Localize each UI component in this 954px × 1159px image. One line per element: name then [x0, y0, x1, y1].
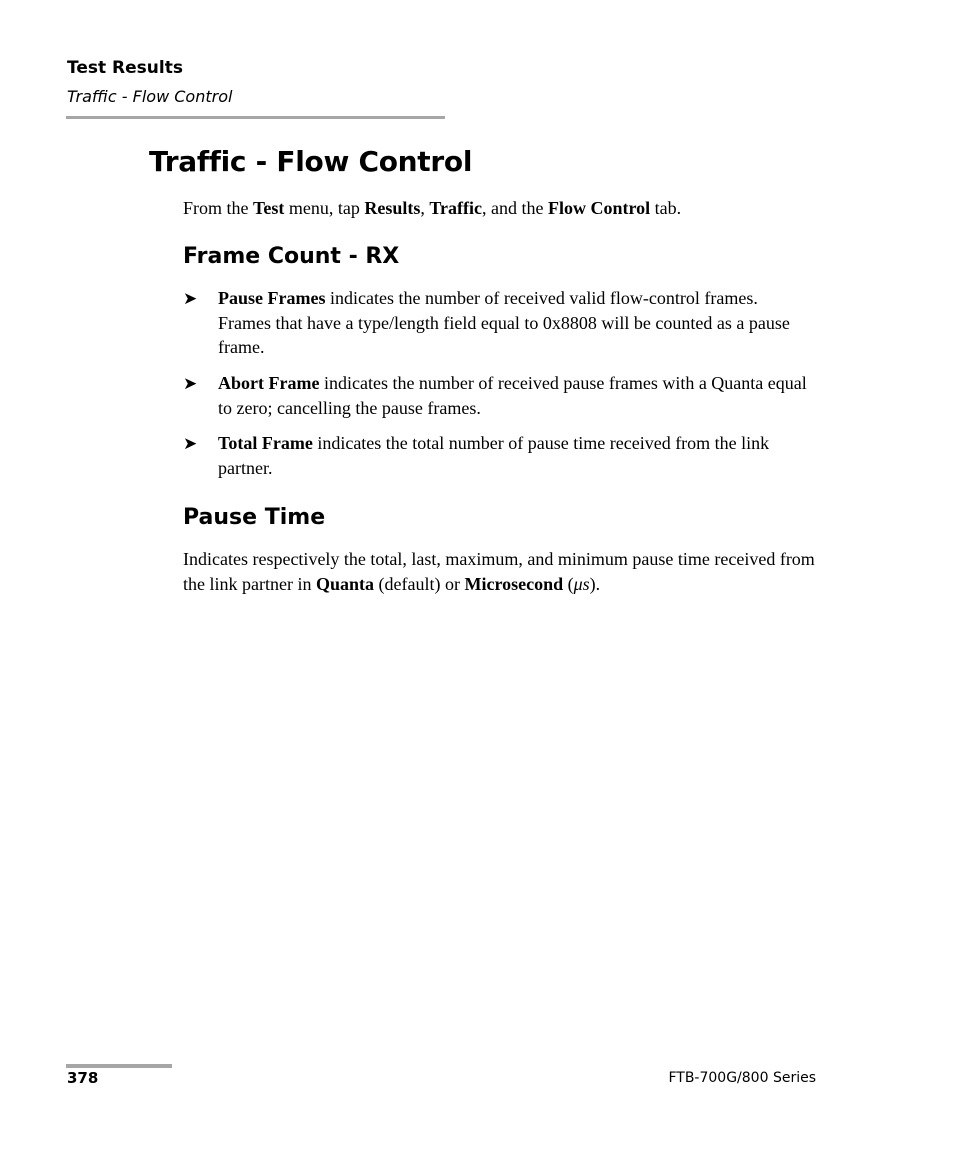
list-item-text	[218, 371, 813, 420]
intro-text: menu, tap	[284, 198, 365, 218]
intro-text: From the	[183, 198, 253, 218]
intro-text: ,	[420, 198, 430, 218]
list-item-term: Total Frame	[218, 433, 313, 453]
list-item-total-frame	[183, 431, 813, 480]
microsecond-unit: μs	[573, 573, 590, 594]
arrow-bullet-icon: ➤	[183, 374, 198, 394]
menu-test-term: Test	[253, 198, 285, 218]
list-item-description: indicates the number of received valid flow-control frames. Frames that have a type/length field equal to 0x8808 will be counted as a pause frame.	[218, 288, 790, 357]
pause-time-text: ).	[589, 573, 601, 594]
pause-time-text: (default) or	[374, 573, 465, 594]
quanta-term: Quanta	[315, 573, 374, 594]
list-item-description: indicates the total number of pause time received from the link partner.	[218, 433, 770, 478]
list-item-text	[218, 431, 813, 480]
menu-traffic-term: Traffic	[429, 198, 482, 218]
list-item-pause-frames	[183, 286, 813, 360]
page-number: 378	[67, 1069, 99, 1087]
arrow-bullet-icon: ➤	[183, 434, 198, 454]
running-header-title: Test Results	[67, 58, 183, 78]
intro-paragraph	[183, 196, 681, 220]
list-item-abort-frame	[183, 371, 813, 420]
tab-flow-control-term: Flow Control	[547, 198, 651, 218]
intro-text: tab.	[650, 198, 682, 218]
footer-rule	[66, 1064, 172, 1068]
pause-time-text: (	[563, 573, 574, 594]
list-item-description: indicates the number of received pause frames with a Quanta equal to zero; cancelling the pause frames.	[218, 373, 807, 418]
running-header-subtitle: Traffic - Flow Control	[67, 87, 233, 106]
arrow-bullet-icon: ➤	[183, 289, 198, 309]
pause-time-paragraph	[183, 547, 823, 596]
product-series: FTB-700G/800 Series	[668, 1070, 816, 1086]
list-item-text	[218, 286, 813, 360]
microsecond-term: Microsecond	[464, 573, 564, 594]
menu-results-term: Results	[364, 198, 421, 218]
header-rule	[66, 116, 445, 119]
pause-time-heading: Pause Time	[183, 505, 326, 530]
list-item-term: Pause Frames	[218, 288, 326, 308]
frame-count-heading: Frame Count - RX	[183, 244, 400, 269]
intro-text: , and the	[481, 198, 548, 218]
pause-time-text: Indicates respectively the total, last, maximum, and minimum pause time received from the link partner in	[183, 549, 815, 594]
page-title: Traffic - Flow Control	[149, 145, 473, 178]
list-item-term: Abort Frame	[218, 373, 320, 393]
